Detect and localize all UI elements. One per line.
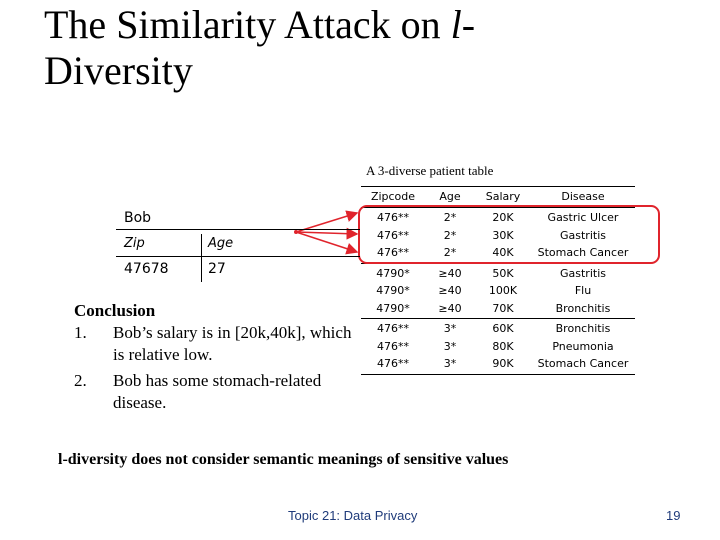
arrow-origin [294,230,298,234]
bob-header-divider [116,256,360,257]
col-header-salary: Salary [475,187,531,208]
conclusion-item-1 [74,322,363,366]
key-statement: l-diversity does not consider semantic meanings of sensitive values [58,451,509,468]
age-cell: ≥40 ≥40 ≥40 [425,263,475,319]
col-header-zipcode: Zipcode [361,187,425,208]
zip-cell: 476** 476** 476** [361,208,425,264]
age-cell: 2* 2* 2* [425,208,475,264]
disease-cell: Gastritis Flu Bronchitis [531,263,635,319]
col-header-disease: Disease [531,187,635,208]
title-italic-l: l [450,2,462,47]
slide-title: The Similarity Attack on l- Diversity [44,2,476,93]
page-number: 19 [666,508,681,523]
zip-cell: 476** 476** 476** [361,319,425,375]
conclusion-block [74,300,373,414]
bob-name: Bob [116,206,360,230]
bob-zip-header: Zip [124,236,145,251]
bob-column-divider [201,234,202,282]
conclusion-heading: Conclusion [74,301,156,320]
table-caption: A 3-diverse patient table [366,163,494,178]
bob-zip-value: 47678 [124,261,169,277]
item-text: Bob’s salary is in [20k,40k], which is relative low. [113,323,352,364]
item-number: 2. [74,371,87,390]
conclusion-item-2 [74,370,373,414]
arrow-line-2 [296,232,357,234]
arrow-line-3 [296,232,357,252]
salary-cell: 20K 30K 40K [475,208,531,264]
col-header-age: Age [425,187,475,208]
title-suffix: Diversity [44,48,193,93]
disease-cell: Bronchitis Pneumonia Stomach Cancer [531,319,635,375]
title-prefix: The Similarity Attack on [44,2,451,47]
disease-cell: Gastric Ulcer Gastritis Stomach Cancer [531,208,635,264]
age-cell: 3* 3* 3* [425,319,475,375]
bob-age-value: 27 [208,261,226,277]
item-text: Bob has some stomach-related disease. [113,371,322,412]
footer-topic: Topic 21: Data Privacy [288,508,418,523]
salary-cell: 50K 100K 70K [475,263,531,319]
salary-cell: 60K 80K 90K [475,319,531,375]
item-number: 1. [74,323,87,342]
bob-age-header: Age [208,236,234,251]
zip-cell: 4790* 4790* 4790* [361,263,425,319]
